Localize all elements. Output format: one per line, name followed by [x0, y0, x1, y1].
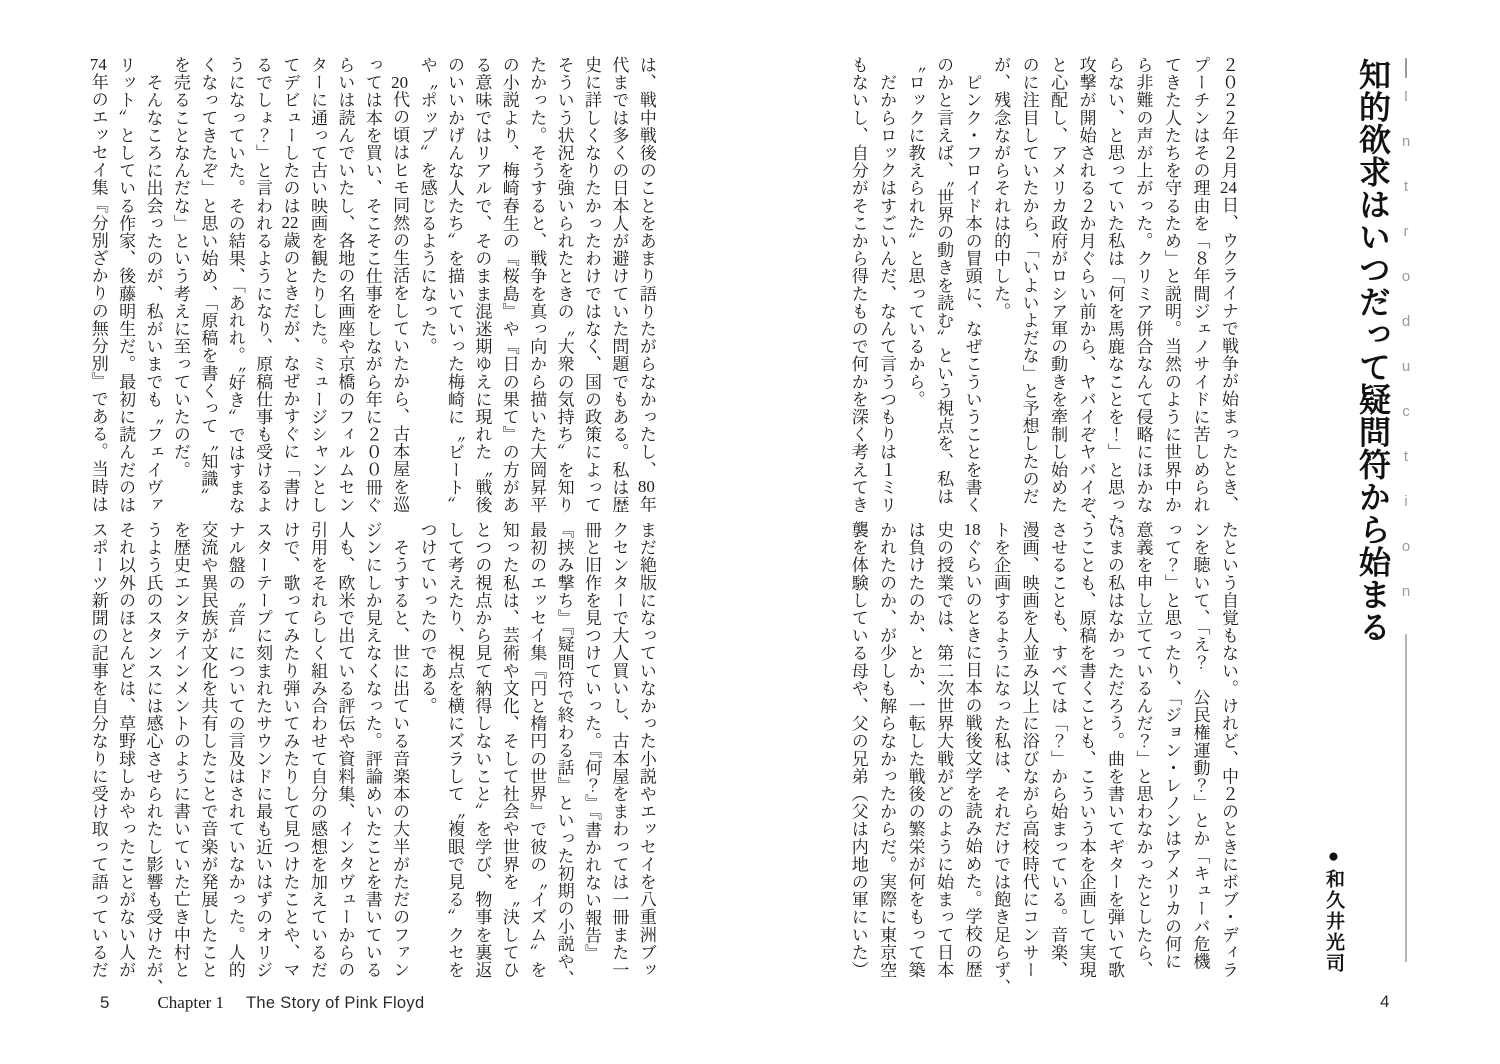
- author-name: ●和久井光司: [1323, 846, 1344, 974]
- text-column: そういう状況を強いられたときの〝大衆の気持ち〟を知り: [554, 56, 574, 514]
- text-column: 20代の頃はヒモ同然の生活をしていたから、古本屋を巡: [390, 73, 410, 514]
- text-column: を売ることなんだな」という考えに至っていたのだ。: [170, 56, 190, 479]
- text-column: 引用をそれらしく組み合わせて自分の感想を加えているだ: [307, 521, 327, 979]
- text-column: もないし、自分がそこから得たもので何かを深く考えてき: [848, 56, 868, 514]
- text-column: のかと言えば、〝世界の動きを読む〟という視点を、私は: [934, 56, 954, 506]
- footer-left: [100, 993, 424, 1013]
- text-column: 史の授業では、第二次世界大戦がどのように始まって日本: [934, 521, 954, 979]
- text-column: まだ絶版になっていなかった小説やエッセイを八重洲ブッ: [636, 521, 656, 979]
- text-column: 人も、欧米で出ている評伝や資料集、インタヴューからの: [335, 521, 355, 979]
- text-column: のいいかげんな人たち〟を描いていった梅崎に〝ビート〟: [444, 56, 464, 514]
- text-column: たという自覚もない。けれど、中２のときにボブ・ディラ: [1218, 521, 1238, 979]
- text-column: そんなころに出会ったのが、私がいまでも〝フェイヴァ: [143, 56, 163, 514]
- introduction-strip: [1397, 58, 1415, 962]
- text-column: っては本を買い、そこそこ仕事をしながら年に２００冊ぐ: [362, 56, 382, 514]
- intro-rule-top: [1405, 58, 1407, 78]
- text-column: ンを聴いて、「え？ 公民権運動？」とか「キューバ危機: [1190, 521, 1210, 971]
- text-column: が、残念ながらそれは的中した。: [991, 56, 1011, 320]
- body-text-left-top: [88, 56, 655, 516]
- text-column: スポーツ新聞の記事を自分なりに受け取って語っているだ: [88, 521, 108, 979]
- text-column: して考えたり、視点を横にズラして〝複眼で見る〟クセを: [444, 521, 464, 979]
- text-column: らいは読んでいたし、各地の名画座や京橋のフィルムセン: [335, 56, 355, 514]
- text-column: 知った私は、芸術や文化、そして社会や世界を〝決してひ: [499, 521, 519, 979]
- text-column: つけていったのである。: [417, 521, 437, 715]
- text-column: は負けたのか、とか、一転した戦後の繁栄が何をもって築: [905, 521, 925, 979]
- text-column: それ以外のほとんどは、草野球しかやったことがない人が: [116, 521, 136, 979]
- text-column: は、戦中戦後のことをあまり語りたがらなかったし、80年: [636, 56, 656, 514]
- text-column: って？」と思ったり、「ジョン・レノンはアメリカの何に: [1162, 521, 1182, 971]
- text-column: スターテープに刻まれたサウンドに最も近いはずのオリジ: [253, 521, 273, 979]
- text-column: 意義を申し立てているんだ？」と思わなかったとしたら、: [1133, 521, 1153, 979]
- chapter-title: 知的欲求はいつだって疑問符から始まる: [1355, 58, 1391, 643]
- text-column: くなってきたぞ」と思い始め、「原稿を書くって〝知識〟: [198, 56, 218, 506]
- text-column: 〝ロックに教えられた〟と思っているから。: [905, 56, 925, 408]
- text-column: させることも、すべては「？」から始まっている。音楽、: [1048, 521, 1068, 979]
- text-column: や〝ポップ〟を感じるようになった。: [417, 56, 437, 356]
- text-column: てデビューしたのは22歳のときだが、なぜかすぐに「書け: [280, 56, 300, 514]
- text-column: 冊と旧作を見つけていった。『何？』『書かれない報告』: [582, 521, 601, 962]
- text-column: 攻撃が開始される２か月ぐらい前から、ヤバイぞヤバイぞ、: [1076, 56, 1096, 532]
- text-column: かれたのか、が少しも解らなかったからだ。実際に東京空: [877, 521, 897, 979]
- text-column: リット〟としている作家、後藤明生だ。最初に読んだのは: [116, 56, 136, 514]
- text-column: うになっていた。その結果、「あれれ。〝好き〟ではすまな: [225, 56, 245, 515]
- text-column: いまの私はなかっただろう。曲を書いてギターを弾いて歌: [1105, 521, 1125, 979]
- text-column: けで、歌ってみたり弾いてみたりして見つけたことや、マ: [280, 521, 300, 979]
- text-column: ジンにしか見えなくなった。評論めいたことを書いている: [362, 521, 382, 979]
- text-column: そうすると、世に出ている音楽本の大半がただのファン: [390, 521, 410, 979]
- footer-book-title: The Story of Pink Floyd: [246, 994, 425, 1012]
- page-number-right: 4: [1380, 992, 1390, 1011]
- text-column: を歴史エンタテインメントのように書いていた亡き中村と: [170, 521, 190, 979]
- text-column: プーチンはその理由を「８年間ジェノサイドに苦しめられ: [1190, 56, 1210, 514]
- text-column: るでしょ？」と言われるようになり、原稿仕事も受けるよ: [253, 56, 273, 514]
- text-column: ナル盤の〝音〟についての言及はされていなかった。人的: [225, 521, 245, 979]
- text-column: てきた人たちを守るため」と説明。当然のように世界中か: [1162, 56, 1182, 514]
- text-column: 18ぐらいのときに日本の戦後文学を読み始めた。学校の歴: [962, 521, 982, 978]
- text-column: ら非難の声が上がった。クリミア併合なんて侵略にほかな: [1133, 56, 1153, 514]
- text-column: うよう氏のスタンスには感心させられたし影響も受けたが、: [143, 521, 163, 997]
- text-column: 交流や異民族が文化を共有したことで音楽が発展したこと: [198, 521, 218, 979]
- text-column: 襲を体験している母や、父の兄弟（父は内地の軍にいた）: [848, 521, 868, 979]
- text-column: らない、と思っていた私は「何を馬鹿なことを！」と思った。: [1105, 56, 1125, 549]
- body-text-left-bottom: [88, 521, 656, 997]
- text-column: 史に詳しくなりたかったわけではなく、国の政策によって: [582, 56, 601, 514]
- text-column: たかった。そうすると、戦争を真っ向から描いた大岡昇平: [527, 56, 547, 514]
- text-column: トを企画するようになった私は、それだけでは飽き足らず、: [991, 521, 1011, 997]
- body-text-right-top: [848, 56, 1238, 549]
- introduction-label: Introduction: [1397, 88, 1415, 628]
- text-column: 最初のエッセイ集『円と楕円の世界』で彼の〝イズム〟を: [527, 521, 547, 979]
- text-column: 代までは多くの日本人が避けていた問題でもある。私は歴: [609, 56, 629, 514]
- text-column: と心配し、アメリカ政府がロシア軍の動きを牽制し始めた: [1048, 56, 1068, 514]
- footer-chapter-label: Chapter 1: [157, 993, 225, 1012]
- text-column: のに注目していたから、「いよいよだな」と予想したのだ: [1019, 56, 1039, 506]
- text-column: うことも、原稿を書くことも、こういう本を企画して実現: [1076, 521, 1096, 979]
- text-column: の小説より、梅崎春生の『桜島』や『日の果て』の方があ: [499, 56, 519, 514]
- text-column: 漫画、映画を人並み以上に浴びながら高校時代にコンサー: [1019, 521, 1039, 979]
- text-column: ２０２２年２月24日、ウクライナで戦争が始まったとき、: [1218, 56, 1238, 514]
- text-column: ピンク・フロイド本の冒頭に、なぜこういうことを書く: [962, 56, 982, 514]
- body-text-right-bottom: [848, 521, 1238, 997]
- text-column: ターに通って古い映画を観たりした。ミュージシャンとし: [307, 56, 327, 514]
- text-column: クセンターで大人買いし、古本屋をまわっては一冊また一: [609, 521, 629, 979]
- text-column: る意味ではリアルで、そのまま混迷期ゆえに現れた〝戦後: [472, 56, 492, 514]
- text-column: 『挟み撃ち』『疑問符で終わる話』といった初期の小説や、: [554, 521, 574, 988]
- intro-rule-bottom: [1405, 634, 1407, 962]
- page-number-left: 5: [100, 993, 110, 1012]
- text-column: 74年のエッセイ集『分別ざかりの無分別』である。当時は: [88, 56, 108, 513]
- text-column: だからロックはすごいんだ、なんて言うつもりは１ミリ: [877, 56, 897, 514]
- text-column: とつの視点から見て納得しないこと〟を学び、物事を裏返: [472, 521, 492, 979]
